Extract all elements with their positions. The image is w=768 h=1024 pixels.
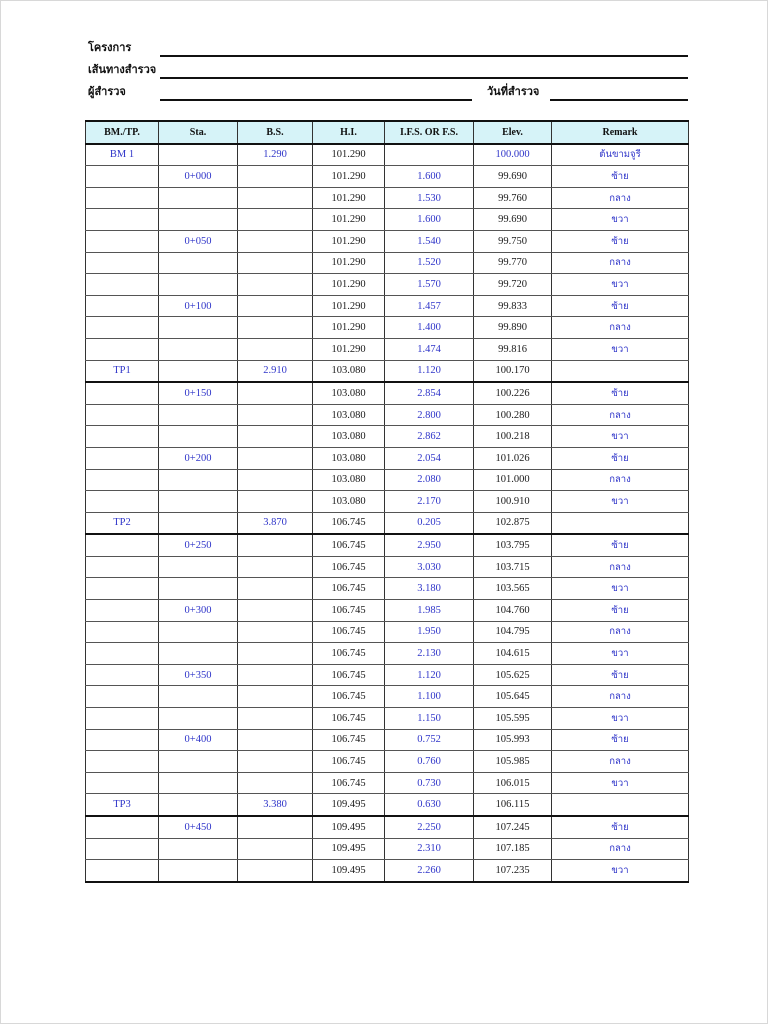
cell-bm	[86, 317, 159, 339]
cell-backsight	[238, 816, 313, 838]
cell-foresight: 1.950	[385, 621, 474, 643]
cell-bm	[86, 404, 159, 426]
cell-station	[159, 187, 238, 209]
table-row	[86, 816, 689, 838]
table-row	[86, 664, 689, 686]
cell-foresight: 1.120	[385, 664, 474, 686]
cell-elevation: 99.833	[474, 295, 552, 317]
cell-elevation: 105.985	[474, 751, 552, 773]
cell-backsight	[238, 209, 313, 231]
cell-elevation: 100.218	[474, 426, 552, 448]
cell-height-instrument: 106.745	[313, 512, 385, 534]
cell-station	[159, 491, 238, 513]
table-header-row	[86, 121, 689, 144]
cell-remark: กลาง	[552, 469, 689, 491]
cell-elevation: 101.026	[474, 447, 552, 469]
table-row	[86, 382, 689, 404]
cell-bm	[86, 382, 159, 404]
cell-remark	[552, 360, 689, 382]
cell-backsight	[238, 772, 313, 794]
cell-elevation: 100.226	[474, 382, 552, 404]
table-row	[86, 338, 689, 360]
cell-height-instrument: 106.745	[313, 600, 385, 622]
cell-foresight: 1.520	[385, 252, 474, 274]
cell-elevation: 99.890	[474, 317, 552, 339]
cell-station	[159, 751, 238, 773]
cell-backsight: 3.870	[238, 512, 313, 534]
cell-height-instrument: 103.080	[313, 360, 385, 382]
table-body	[86, 144, 689, 882]
cell-height-instrument: 101.290	[313, 274, 385, 296]
cell-elevation: 106.115	[474, 794, 552, 816]
cell-height-instrument: 101.290	[313, 187, 385, 209]
cell-backsight	[238, 686, 313, 708]
cell-remark: กลาง	[552, 621, 689, 643]
cell-height-instrument: 103.080	[313, 404, 385, 426]
cell-backsight	[238, 578, 313, 600]
cell-foresight: 1.457	[385, 295, 474, 317]
cell-station: 0+200	[159, 447, 238, 469]
cell-station: 0+150	[159, 382, 238, 404]
cell-foresight: 0.205	[385, 512, 474, 534]
table-row	[86, 447, 689, 469]
cell-foresight: 1.474	[385, 338, 474, 360]
cell-elevation: 107.245	[474, 816, 552, 838]
cell-foresight: 1.600	[385, 209, 474, 231]
cell-foresight: 1.150	[385, 708, 474, 730]
cell-station: 0+250	[159, 534, 238, 556]
col-header-height-instrument: H.I.	[313, 121, 385, 144]
cell-remark: ต้นขามจูรี	[552, 144, 689, 166]
cell-bm	[86, 578, 159, 600]
table-row	[86, 274, 689, 296]
cell-station	[159, 578, 238, 600]
cell-remark: กลาง	[552, 317, 689, 339]
cell-station	[159, 621, 238, 643]
cell-bm: BM 1	[86, 144, 159, 166]
cell-backsight	[238, 166, 313, 188]
cell-height-instrument: 109.495	[313, 860, 385, 882]
cell-foresight: 2.854	[385, 382, 474, 404]
cell-height-instrument: 106.745	[313, 729, 385, 751]
table-row	[86, 729, 689, 751]
table-row	[86, 512, 689, 534]
cell-elevation: 101.000	[474, 469, 552, 491]
col-header-foresight: I.F.S. OR F.S.	[385, 121, 474, 144]
cell-elevation: 100.910	[474, 491, 552, 513]
cell-station	[159, 144, 238, 166]
cell-remark: กลาง	[552, 187, 689, 209]
cell-bm	[86, 838, 159, 860]
cell-height-instrument: 106.745	[313, 578, 385, 600]
table-row	[86, 686, 689, 708]
cell-backsight	[238, 404, 313, 426]
cell-backsight	[238, 860, 313, 882]
table-row	[86, 860, 689, 882]
cell-backsight	[238, 187, 313, 209]
table-row	[86, 772, 689, 794]
cell-bm	[86, 447, 159, 469]
table-row	[86, 534, 689, 556]
cell-elevation: 102.875	[474, 512, 552, 534]
cell-station	[159, 469, 238, 491]
cell-foresight: 2.130	[385, 643, 474, 665]
cell-station	[159, 794, 238, 816]
cell-station	[159, 209, 238, 231]
cell-backsight	[238, 469, 313, 491]
cell-elevation: 105.993	[474, 729, 552, 751]
cell-backsight	[238, 534, 313, 556]
cell-backsight	[238, 382, 313, 404]
table-row	[86, 643, 689, 665]
cell-remark: ซ้าย	[552, 664, 689, 686]
cell-backsight	[238, 447, 313, 469]
cell-backsight: 3.380	[238, 794, 313, 816]
cell-elevation: 104.615	[474, 643, 552, 665]
cell-elevation: 103.795	[474, 534, 552, 556]
cell-height-instrument: 101.290	[313, 317, 385, 339]
cell-elevation: 104.795	[474, 621, 552, 643]
table-row	[86, 578, 689, 600]
table-row	[86, 794, 689, 816]
cell-remark: ขวา	[552, 338, 689, 360]
cell-remark: ขวา	[552, 491, 689, 513]
surveyor-label: ผู้สำรวจ	[88, 86, 126, 98]
cell-foresight: 2.080	[385, 469, 474, 491]
table-row	[86, 491, 689, 513]
cell-elevation: 100.000	[474, 144, 552, 166]
table-row	[86, 556, 689, 578]
cell-height-instrument: 106.745	[313, 708, 385, 730]
cell-elevation: 99.690	[474, 166, 552, 188]
cell-bm	[86, 600, 159, 622]
cell-bm: TP1	[86, 360, 159, 382]
cell-height-instrument: 101.290	[313, 230, 385, 252]
project-line	[160, 55, 688, 57]
cell-remark: กลาง	[552, 252, 689, 274]
cell-station	[159, 338, 238, 360]
cell-backsight	[238, 252, 313, 274]
cell-remark: ขวา	[552, 708, 689, 730]
cell-bm	[86, 643, 159, 665]
cell-bm	[86, 338, 159, 360]
cell-station	[159, 426, 238, 448]
cell-remark: ซ้าย	[552, 230, 689, 252]
cell-height-instrument: 101.290	[313, 209, 385, 231]
cell-backsight	[238, 338, 313, 360]
leveling-table	[85, 120, 689, 883]
cell-bm	[86, 729, 159, 751]
cell-remark	[552, 512, 689, 534]
cell-bm	[86, 187, 159, 209]
cell-foresight: 1.100	[385, 686, 474, 708]
cell-foresight: 1.570	[385, 274, 474, 296]
cell-foresight: 1.540	[385, 230, 474, 252]
cell-height-instrument: 103.080	[313, 447, 385, 469]
cell-remark: ซ้าย	[552, 447, 689, 469]
cell-height-instrument: 106.745	[313, 772, 385, 794]
col-header-station: Sta.	[159, 121, 238, 144]
cell-station: 0+300	[159, 600, 238, 622]
cell-elevation: 105.645	[474, 686, 552, 708]
cell-bm	[86, 816, 159, 838]
cell-backsight	[238, 664, 313, 686]
cell-height-instrument: 101.290	[313, 338, 385, 360]
cell-station: 0+050	[159, 230, 238, 252]
cell-backsight	[238, 838, 313, 860]
cell-remark: ขวา	[552, 643, 689, 665]
cell-elevation: 99.760	[474, 187, 552, 209]
table-row	[86, 187, 689, 209]
cell-station	[159, 838, 238, 860]
cell-elevation: 99.720	[474, 274, 552, 296]
cell-bm	[86, 772, 159, 794]
cell-foresight: 2.250	[385, 816, 474, 838]
table-row	[86, 838, 689, 860]
cell-elevation: 100.170	[474, 360, 552, 382]
cell-station	[159, 860, 238, 882]
cell-backsight	[238, 491, 313, 513]
cell-height-instrument: 101.290	[313, 166, 385, 188]
cell-remark: ขวา	[552, 209, 689, 231]
cell-station: 0+100	[159, 295, 238, 317]
table-row	[86, 144, 689, 166]
col-header-remark: Remark	[552, 121, 689, 144]
cell-bm	[86, 860, 159, 882]
cell-bm	[86, 686, 159, 708]
cell-station	[159, 317, 238, 339]
cell-foresight: 0.760	[385, 751, 474, 773]
cell-height-instrument: 103.080	[313, 469, 385, 491]
cell-height-instrument: 106.745	[313, 556, 385, 578]
cell-foresight: 1.400	[385, 317, 474, 339]
cell-station: 0+350	[159, 664, 238, 686]
table-row	[86, 469, 689, 491]
cell-height-instrument: 103.080	[313, 491, 385, 513]
cell-foresight: 1.530	[385, 187, 474, 209]
cell-foresight: 2.862	[385, 426, 474, 448]
cell-foresight: 2.054	[385, 447, 474, 469]
cell-station	[159, 708, 238, 730]
cell-elevation: 99.750	[474, 230, 552, 252]
cell-bm	[86, 708, 159, 730]
cell-station	[159, 556, 238, 578]
table-row	[86, 621, 689, 643]
cell-foresight: 0.730	[385, 772, 474, 794]
cell-backsight	[238, 621, 313, 643]
cell-bm	[86, 664, 159, 686]
cell-height-instrument: 101.290	[313, 144, 385, 166]
col-header-bm: BM./TP.	[86, 121, 159, 144]
cell-backsight	[238, 729, 313, 751]
cell-elevation: 99.690	[474, 209, 552, 231]
cell-height-instrument: 106.745	[313, 643, 385, 665]
cell-station	[159, 686, 238, 708]
cell-elevation: 103.565	[474, 578, 552, 600]
cell-remark: กลาง	[552, 838, 689, 860]
cell-remark: กลาง	[552, 404, 689, 426]
cell-backsight	[238, 295, 313, 317]
cell-bm	[86, 295, 159, 317]
cell-elevation: 99.816	[474, 338, 552, 360]
cell-foresight: 3.030	[385, 556, 474, 578]
cell-height-instrument: 106.745	[313, 621, 385, 643]
cell-elevation: 107.235	[474, 860, 552, 882]
cell-remark: ขวา	[552, 578, 689, 600]
cell-foresight: 2.260	[385, 860, 474, 882]
cell-elevation: 105.625	[474, 664, 552, 686]
cell-station	[159, 252, 238, 274]
table-row	[86, 252, 689, 274]
table-row	[86, 295, 689, 317]
cell-foresight: 2.800	[385, 404, 474, 426]
cell-backsight: 1.290	[238, 144, 313, 166]
cell-backsight	[238, 230, 313, 252]
cell-backsight	[238, 426, 313, 448]
cell-station	[159, 772, 238, 794]
cell-remark: ขวา	[552, 274, 689, 296]
survey-date-label: วันที่สำรวจ	[487, 86, 540, 98]
cell-bm	[86, 166, 159, 188]
cell-station	[159, 274, 238, 296]
cell-bm	[86, 751, 159, 773]
cell-station	[159, 643, 238, 665]
cell-foresight	[385, 144, 474, 166]
cell-bm	[86, 274, 159, 296]
table-row	[86, 600, 689, 622]
cell-height-instrument: 106.745	[313, 664, 385, 686]
cell-height-instrument: 103.080	[313, 382, 385, 404]
cell-remark: กลาง	[552, 556, 689, 578]
route-label: เส้นทางสำรวจ	[88, 64, 157, 76]
table-row	[86, 209, 689, 231]
cell-bm	[86, 491, 159, 513]
project-label: โครงการ	[88, 42, 132, 54]
cell-remark: ซ้าย	[552, 816, 689, 838]
cell-foresight: 3.180	[385, 578, 474, 600]
cell-height-instrument: 101.290	[313, 252, 385, 274]
table-row	[86, 166, 689, 188]
cell-backsight	[238, 751, 313, 773]
cell-remark: ซ้าย	[552, 295, 689, 317]
cell-elevation: 105.595	[474, 708, 552, 730]
cell-height-instrument: 106.745	[313, 751, 385, 773]
cell-station	[159, 512, 238, 534]
cell-elevation: 104.760	[474, 600, 552, 622]
cell-foresight: 2.170	[385, 491, 474, 513]
cell-backsight: 2.910	[238, 360, 313, 382]
cell-remark: ซ้าย	[552, 729, 689, 751]
table-row	[86, 317, 689, 339]
cell-foresight: 1.120	[385, 360, 474, 382]
table-row	[86, 360, 689, 382]
cell-backsight	[238, 556, 313, 578]
cell-elevation: 103.715	[474, 556, 552, 578]
cell-height-instrument: 109.495	[313, 838, 385, 860]
col-header-backsight: B.S.	[238, 121, 313, 144]
survey-date-line	[550, 99, 688, 101]
cell-bm	[86, 230, 159, 252]
cell-backsight	[238, 708, 313, 730]
table-row	[86, 751, 689, 773]
cell-backsight	[238, 643, 313, 665]
cell-bm	[86, 426, 159, 448]
cell-foresight: 1.600	[385, 166, 474, 188]
cell-remark: ขวา	[552, 860, 689, 882]
table-row	[86, 426, 689, 448]
cell-foresight: 2.310	[385, 838, 474, 860]
cell-station: 0+400	[159, 729, 238, 751]
table-row	[86, 230, 689, 252]
cell-height-instrument: 103.080	[313, 426, 385, 448]
cell-elevation: 107.185	[474, 838, 552, 860]
cell-remark: กลาง	[552, 686, 689, 708]
cell-elevation: 106.015	[474, 772, 552, 794]
table-row	[86, 708, 689, 730]
cell-height-instrument: 109.495	[313, 794, 385, 816]
cell-bm	[86, 556, 159, 578]
cell-station: 0+000	[159, 166, 238, 188]
cell-bm	[86, 252, 159, 274]
cell-foresight: 0.630	[385, 794, 474, 816]
cell-bm: TP3	[86, 794, 159, 816]
cell-foresight: 0.752	[385, 729, 474, 751]
cell-remark: ซ้าย	[552, 166, 689, 188]
cell-height-instrument: 106.745	[313, 686, 385, 708]
cell-remark: ซ้าย	[552, 600, 689, 622]
table-row	[86, 404, 689, 426]
cell-station: 0+450	[159, 816, 238, 838]
cell-remark	[552, 794, 689, 816]
cell-elevation: 100.280	[474, 404, 552, 426]
cell-station	[159, 404, 238, 426]
cell-elevation: 99.770	[474, 252, 552, 274]
cell-remark: ซ้าย	[552, 382, 689, 404]
cell-remark: ขวา	[552, 426, 689, 448]
cell-backsight	[238, 317, 313, 339]
cell-foresight: 1.985	[385, 600, 474, 622]
cell-height-instrument: 101.290	[313, 295, 385, 317]
cell-height-instrument: 109.495	[313, 816, 385, 838]
cell-bm: TP2	[86, 512, 159, 534]
cell-bm	[86, 209, 159, 231]
cell-bm	[86, 469, 159, 491]
cell-remark: ขวา	[552, 772, 689, 794]
cell-remark: กลาง	[552, 751, 689, 773]
cell-station	[159, 360, 238, 382]
route-line	[160, 77, 688, 79]
cell-bm	[86, 621, 159, 643]
cell-backsight	[238, 600, 313, 622]
cell-foresight: 2.950	[385, 534, 474, 556]
cell-bm	[86, 534, 159, 556]
surveyor-line	[160, 99, 472, 101]
col-header-elevation: Elev.	[474, 121, 552, 144]
cell-backsight	[238, 274, 313, 296]
cell-height-instrument: 106.745	[313, 534, 385, 556]
cell-remark: ซ้าย	[552, 534, 689, 556]
